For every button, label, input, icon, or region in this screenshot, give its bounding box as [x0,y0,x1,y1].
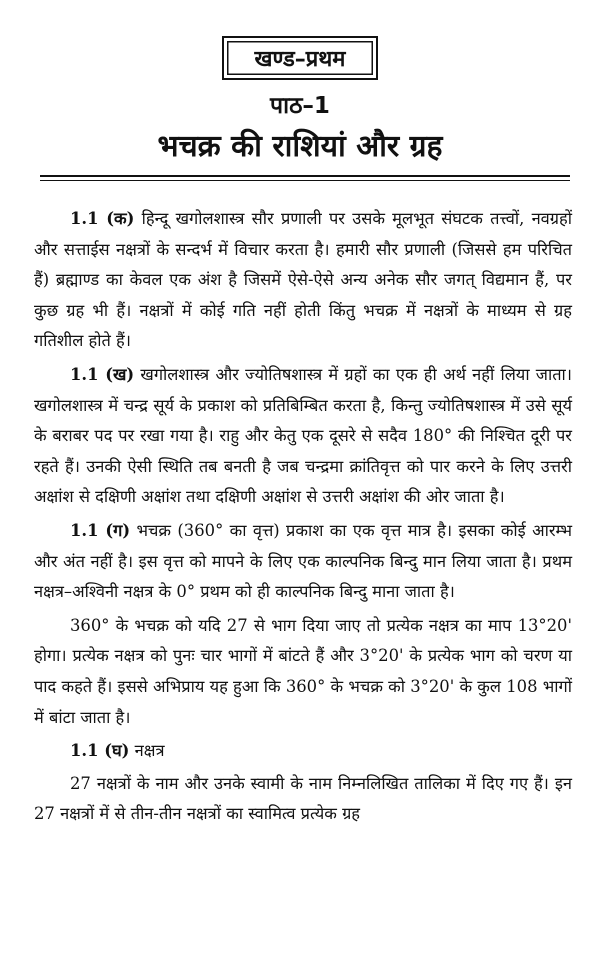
subheading-text: नक्षत्र [134,741,165,761]
paragraph-label: 1.1 (घ) [70,741,130,761]
title-divider-thick [40,175,570,177]
body-text [34,204,572,833]
paragraph-text: 360° के भचक्र को यदि 27 से भाग दिया जाए तो प्रत्येक नक्षत्र का माप 13°20' होगा। प्रत्येक नक्षत्र को पुनः चार भागों में बांटते हैं और 3°20' के प्रत्येक भाग को चरण या पाद कहते हैं। इससे अभिप्राय यह हुआ कि 360° के भचक्र को 3°20' के कुल 108 भागों में बांटा जाता है। [34,615,572,727]
paragraph-1-1-ka [34,204,572,357]
paragraph-label: 1.1 (ख) [70,364,135,384]
title-divider-thin [40,180,570,181]
paragraph-text: खगोलशास्त्र और ज्योतिषशास्त्र में ग्रहों का एक ही अर्थ नहीं लिया जाता। खगोलशास्त्र में चन्द्र सूर्य के प्रकाश को प्रतिबिम्बित करता है, किन्तु ज्योतिषशास्त्र में उसे सूर्य के बराबर पद पर रखा गया है। राहु और केतु एक दूसरे से सदैव 180° की निश्चित दूरी पर रहते हैं। उनकी ऐसी स्थिति तब बनती है जब चन्द्रमा क्रांतिवृत्त को पार करने के लिए उत्तरी अक्षांश से दक्षिणी अक्षांश तथा दक्षिणी अक्षांश से उत्तरी अक्षांश की ओर जाता है। [34,364,572,507]
paragraph-nakshatra-list-intro [34,769,572,830]
paragraph-text: हिन्दू खगोलशास्त्र सौर प्रणाली पर उसके मूलभूत संघटक तत्त्वों, नवग्रहों और सत्ताईस नक्षत्रों के सन्दर्भ में विचार करता है। हमारी सौर प्रणाली (जिससे हम परिचित हैं) ब्रह्माण्ड का केवल एक अंश है जिसमें ऐसे-ऐसे अन्य अनेक सौर जगत् विद्यमान हैं, पर कुछ ग्रह भी हैं। नक्षत्रों में कोई गति नहीं होती किंतु भचक्र में नक्षत्रों के माध्यम से ग्रह गतिशील होते हैं। [34,209,572,351]
paragraph-1-1-kha [34,360,572,513]
section-heading: खण्ड–प्रथम [254,47,346,72]
section-heading-box [222,36,378,80]
paragraph-label: 1.1 (ग) [70,520,131,540]
subheading-1-1-gha [34,736,572,767]
paragraph-1-1-ga [34,516,572,608]
paragraph-nakshatra-division [34,611,572,733]
lesson-number: पाठ–1 [270,93,330,119]
paragraph-text: 27 नक्षत्रों के नाम और उनके स्वामी के नाम निम्नलिखित तालिका में दिए गए हैं। इन 27 नक्षत्रों में से तीन-तीन नक्षत्रों का स्वामित्व प्रत्येक ग्रह [34,773,572,824]
lesson-title: भचक्र की राशियां और ग्रह [157,129,443,164]
paragraph-text: भचक्र (360° का वृत्त) प्रकाश का एक वृत्त मात्र है। इसका कोई आरम्भ और अंत नहीं है। इस वृत्त को मापने के लिए एक काल्पनिक बिन्दु मान लिया जाता है। प्रथम नक्षत्र–अश्विनी नक्षत्र के 0° प्रथम को ही काल्पनिक बिन्दु माना जाता है। [34,520,572,602]
paragraph-label: 1.1 (क) [70,209,135,228]
